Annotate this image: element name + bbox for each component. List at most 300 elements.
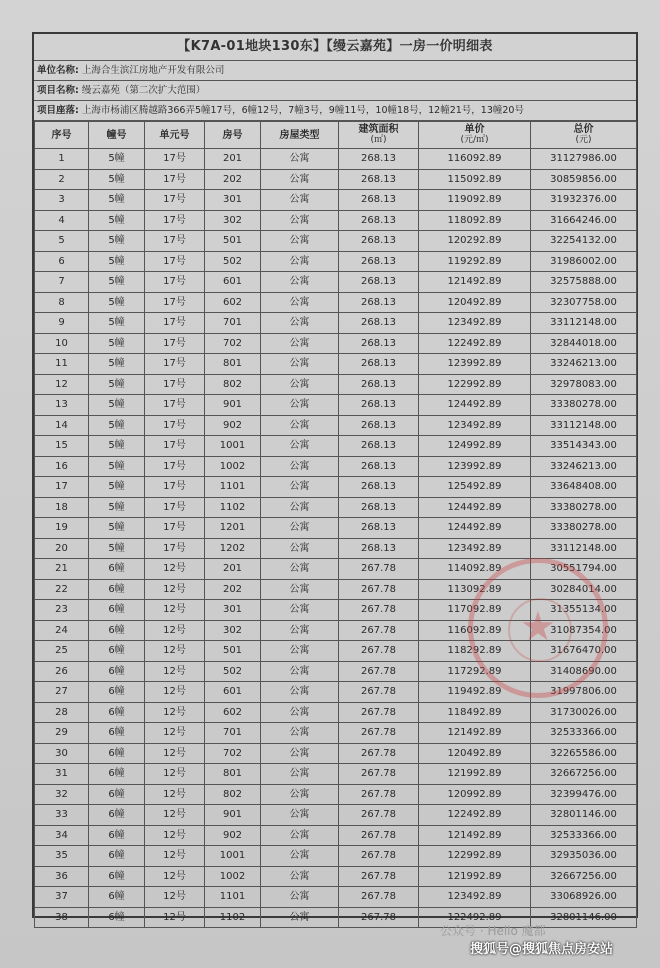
cell-unit: 17号 (145, 210, 205, 231)
cell-unit: 12号 (145, 866, 205, 887)
cell-unit: 17号 (145, 333, 205, 354)
cell-total: 31127986.00 (531, 149, 637, 170)
cell-unit: 17号 (145, 272, 205, 293)
cell-building: 6幢 (89, 907, 145, 928)
cell-seq: 25 (35, 641, 89, 662)
cell-price: 116092.89 (419, 149, 531, 170)
cell-area: 268.13 (339, 538, 419, 559)
cell-total: 32801146.00 (531, 907, 637, 928)
cell-unit: 12号 (145, 907, 205, 928)
cell-price: 113092.89 (419, 579, 531, 600)
table-row (35, 456, 637, 477)
cell-building: 5幢 (89, 292, 145, 313)
cell-building: 5幢 (89, 415, 145, 436)
cell-price: 114092.89 (419, 559, 531, 580)
cell-total: 33380278.00 (531, 497, 637, 518)
cell-unit: 12号 (145, 702, 205, 723)
cell-price: 121992.89 (419, 764, 531, 785)
cell-unit: 17号 (145, 354, 205, 375)
cell-type: 公寓 (261, 395, 339, 416)
cell-room: 902 (205, 825, 261, 846)
cell-building: 6幢 (89, 641, 145, 662)
cell-unit: 12号 (145, 559, 205, 580)
header-price-label: 单价 (464, 124, 485, 135)
cell-area: 268.13 (339, 333, 419, 354)
table-row (35, 149, 637, 170)
cell-room: 601 (205, 272, 261, 293)
cell-seq: 10 (35, 333, 89, 354)
cell-seq: 24 (35, 620, 89, 641)
cell-seq: 30 (35, 743, 89, 764)
cell-area: 268.13 (339, 374, 419, 395)
cell-building: 6幢 (89, 559, 145, 580)
cell-price: 123992.89 (419, 354, 531, 375)
header-area-unit: (㎡) (370, 135, 387, 145)
cell-type: 公寓 (261, 887, 339, 908)
cell-area: 268.13 (339, 436, 419, 457)
cell-area: 267.78 (339, 682, 419, 703)
info-label: 项目名称: (37, 85, 79, 96)
cell-building: 5幢 (89, 169, 145, 190)
cell-room: 902 (205, 415, 261, 436)
cell-unit: 12号 (145, 825, 205, 846)
cell-price: 123492.89 (419, 415, 531, 436)
cell-price: 122992.89 (419, 846, 531, 867)
cell-total: 31997806.00 (531, 682, 637, 703)
cell-room: 602 (205, 702, 261, 723)
cell-building: 5幢 (89, 354, 145, 375)
cell-room: 1002 (205, 866, 261, 887)
cell-unit: 17号 (145, 190, 205, 211)
cell-seq: 31 (35, 764, 89, 785)
cell-total: 31932376.00 (531, 190, 637, 211)
cell-seq: 34 (35, 825, 89, 846)
table-row (35, 251, 637, 272)
cell-building: 6幢 (89, 600, 145, 621)
table-row (35, 210, 637, 231)
cell-type: 公寓 (261, 231, 339, 252)
cell-price: 117092.89 (419, 600, 531, 621)
account-watermark: 公众号 · Hello 魔都 (440, 924, 546, 938)
table-row (35, 743, 637, 764)
cell-total: 32844018.00 (531, 333, 637, 354)
header-total-unit: (元) (575, 135, 592, 145)
cell-price: 123492.89 (419, 887, 531, 908)
cell-total: 30551794.00 (531, 559, 637, 580)
cell-area: 268.13 (339, 518, 419, 539)
cell-type: 公寓 (261, 415, 339, 436)
cell-price: 122492.89 (419, 805, 531, 826)
cell-price: 122492.89 (419, 333, 531, 354)
cell-area: 267.78 (339, 702, 419, 723)
cell-total: 33380278.00 (531, 395, 637, 416)
info-label: 项目座落: (37, 105, 79, 116)
table-row (35, 846, 637, 867)
cell-building: 6幢 (89, 866, 145, 887)
cell-seq: 6 (35, 251, 89, 272)
cell-total: 31355134.00 (531, 600, 637, 621)
cell-price: 121492.89 (419, 272, 531, 293)
cell-room: 502 (205, 661, 261, 682)
cell-type: 公寓 (261, 641, 339, 662)
cell-total: 33068926.00 (531, 887, 637, 908)
cell-type: 公寓 (261, 313, 339, 334)
cell-unit: 12号 (145, 723, 205, 744)
table-body (35, 149, 637, 928)
cell-unit: 17号 (145, 149, 205, 170)
cell-type: 公寓 (261, 600, 339, 621)
cell-unit: 12号 (145, 641, 205, 662)
cell-room: 201 (205, 559, 261, 580)
cell-building: 5幢 (89, 497, 145, 518)
cell-price: 123492.89 (419, 313, 531, 334)
cell-unit: 12号 (145, 600, 205, 621)
cell-building: 5幢 (89, 395, 145, 416)
cell-type: 公寓 (261, 210, 339, 231)
cell-type: 公寓 (261, 272, 339, 293)
cell-seq: 21 (35, 559, 89, 580)
cell-room: 501 (205, 641, 261, 662)
table-row (35, 415, 637, 436)
cell-area: 268.13 (339, 456, 419, 477)
info-value: 上海合生滨江房地产开发有限公司 (81, 65, 225, 76)
table-row (35, 784, 637, 805)
table-row (35, 907, 637, 928)
cell-area: 267.78 (339, 907, 419, 928)
cell-unit: 17号 (145, 497, 205, 518)
table-row (35, 866, 637, 887)
table-row (35, 702, 637, 723)
cell-price: 120492.89 (419, 292, 531, 313)
cell-type: 公寓 (261, 354, 339, 375)
cell-seq: 17 (35, 477, 89, 498)
cell-type: 公寓 (261, 907, 339, 928)
cell-price: 118292.89 (419, 641, 531, 662)
cell-room: 1201 (205, 518, 261, 539)
cell-total: 31408690.00 (531, 661, 637, 682)
info-value: 缦云嘉苑（第二次扩大范围） (81, 85, 206, 96)
cell-room: 301 (205, 190, 261, 211)
cell-area: 267.78 (339, 661, 419, 682)
cell-seq: 23 (35, 600, 89, 621)
cell-seq: 38 (35, 907, 89, 928)
header-price-unit: (元/㎡) (460, 135, 489, 145)
cell-seq: 36 (35, 866, 89, 887)
cell-seq: 9 (35, 313, 89, 334)
cell-room: 1101 (205, 887, 261, 908)
cell-type: 公寓 (261, 723, 339, 744)
cell-building: 6幢 (89, 579, 145, 600)
table-row (35, 579, 637, 600)
cell-price: 120992.89 (419, 784, 531, 805)
header-price (419, 122, 531, 149)
table-row (35, 723, 637, 744)
cell-price: 124992.89 (419, 436, 531, 457)
cell-type: 公寓 (261, 436, 339, 457)
table-row (35, 190, 637, 211)
cell-seq: 29 (35, 723, 89, 744)
cell-type: 公寓 (261, 743, 339, 764)
header-total-label: 总价 (573, 124, 594, 135)
cell-seq: 8 (35, 292, 89, 313)
cell-room: 901 (205, 395, 261, 416)
cell-building: 5幢 (89, 251, 145, 272)
cell-unit: 17号 (145, 395, 205, 416)
cell-unit: 12号 (145, 682, 205, 703)
cell-total: 32533366.00 (531, 825, 637, 846)
info-value: 上海市杨浦区腾越路366弄5幢17号，6幢12号，7幢3号，9幢11号，10幢18号，12幢21号，13幢20号 (81, 105, 524, 116)
cell-price: 123992.89 (419, 456, 531, 477)
cell-unit: 17号 (145, 169, 205, 190)
table-row (35, 374, 637, 395)
header-type: 房屋类型 (261, 122, 339, 149)
cell-price: 118492.89 (419, 702, 531, 723)
cell-price: 122492.89 (419, 907, 531, 928)
table-row (35, 313, 637, 334)
table-row (35, 682, 637, 703)
cell-area: 267.78 (339, 866, 419, 887)
cell-area: 267.78 (339, 723, 419, 744)
cell-room: 502 (205, 251, 261, 272)
seal-star-icon: ★ (520, 604, 556, 650)
cell-price: 123492.89 (419, 538, 531, 559)
cell-seq: 37 (35, 887, 89, 908)
cell-area: 268.13 (339, 169, 419, 190)
cell-type: 公寓 (261, 251, 339, 272)
table-row (35, 169, 637, 190)
cell-area: 268.13 (339, 354, 419, 375)
cell-unit: 17号 (145, 538, 205, 559)
cell-room: 1102 (205, 497, 261, 518)
table-row (35, 354, 637, 375)
table-row (35, 231, 637, 252)
cell-area: 267.78 (339, 743, 419, 764)
cell-room: 1001 (205, 436, 261, 457)
cell-area: 268.13 (339, 415, 419, 436)
cell-building: 5幢 (89, 272, 145, 293)
cell-price: 124492.89 (419, 518, 531, 539)
cell-type: 公寓 (261, 190, 339, 211)
cell-total: 32667256.00 (531, 764, 637, 785)
cell-price: 118092.89 (419, 210, 531, 231)
cell-seq: 5 (35, 231, 89, 252)
cell-price: 119292.89 (419, 251, 531, 272)
cell-total: 32254132.00 (531, 231, 637, 252)
cell-price: 116092.89 (419, 620, 531, 641)
cell-seq: 13 (35, 395, 89, 416)
cell-room: 302 (205, 210, 261, 231)
cell-type: 公寓 (261, 292, 339, 313)
cell-price: 120492.89 (419, 743, 531, 764)
info-row-project (34, 81, 636, 101)
cell-area: 268.13 (339, 395, 419, 416)
cell-type: 公寓 (261, 497, 339, 518)
cell-building: 6幢 (89, 620, 145, 641)
cell-unit: 17号 (145, 292, 205, 313)
cell-building: 6幢 (89, 825, 145, 846)
cell-area: 267.78 (339, 887, 419, 908)
table-row (35, 333, 637, 354)
cell-total: 30859856.00 (531, 169, 637, 190)
cell-building: 6幢 (89, 723, 145, 744)
cell-unit: 17号 (145, 313, 205, 334)
cell-area: 268.13 (339, 149, 419, 170)
cell-total: 32935036.00 (531, 846, 637, 867)
cell-seq: 35 (35, 846, 89, 867)
cell-type: 公寓 (261, 764, 339, 785)
cell-total: 33112148.00 (531, 313, 637, 334)
cell-area: 267.78 (339, 620, 419, 641)
cell-area: 268.13 (339, 477, 419, 498)
cell-seq: 4 (35, 210, 89, 231)
cell-unit: 12号 (145, 743, 205, 764)
cell-building: 6幢 (89, 743, 145, 764)
cell-unit: 12号 (145, 805, 205, 826)
cell-type: 公寓 (261, 456, 339, 477)
cell-type: 公寓 (261, 333, 339, 354)
cell-price: 121492.89 (419, 723, 531, 744)
cell-type: 公寓 (261, 784, 339, 805)
cell-type: 公寓 (261, 518, 339, 539)
cell-seq: 14 (35, 415, 89, 436)
cell-area: 268.13 (339, 190, 419, 211)
cell-area: 268.13 (339, 231, 419, 252)
cell-price: 119092.89 (419, 190, 531, 211)
cell-building: 5幢 (89, 210, 145, 231)
cell-total: 32533366.00 (531, 723, 637, 744)
cell-seq: 32 (35, 784, 89, 805)
cell-total: 33514343.00 (531, 436, 637, 457)
cell-seq: 1 (35, 149, 89, 170)
cell-type: 公寓 (261, 620, 339, 641)
cell-total: 32667256.00 (531, 866, 637, 887)
cell-building: 6幢 (89, 887, 145, 908)
cell-price: 120292.89 (419, 231, 531, 252)
cell-unit: 17号 (145, 231, 205, 252)
table-row (35, 497, 637, 518)
cell-price: 125492.89 (419, 477, 531, 498)
cell-total: 32265586.00 (531, 743, 637, 764)
header-total (531, 122, 637, 149)
cell-room: 202 (205, 169, 261, 190)
cell-type: 公寓 (261, 538, 339, 559)
cell-total: 32978083.00 (531, 374, 637, 395)
cell-total: 31087354.00 (531, 620, 637, 641)
cell-room: 801 (205, 764, 261, 785)
cell-building: 5幢 (89, 538, 145, 559)
cell-area: 268.13 (339, 272, 419, 293)
cell-unit: 12号 (145, 764, 205, 785)
info-label: 单位名称: (37, 65, 79, 76)
cell-building: 5幢 (89, 456, 145, 477)
cell-total: 33246213.00 (531, 456, 637, 477)
cell-type: 公寓 (261, 866, 339, 887)
cell-area: 268.13 (339, 497, 419, 518)
cell-room: 901 (205, 805, 261, 826)
cell-price: 115092.89 (419, 169, 531, 190)
cell-room: 602 (205, 292, 261, 313)
cell-unit: 12号 (145, 784, 205, 805)
cell-price: 124492.89 (419, 395, 531, 416)
cell-area: 267.78 (339, 600, 419, 621)
cell-room: 601 (205, 682, 261, 703)
cell-type: 公寓 (261, 579, 339, 600)
header-area (339, 122, 419, 149)
cell-room: 1102 (205, 907, 261, 928)
cell-type: 公寓 (261, 559, 339, 580)
cell-building: 5幢 (89, 374, 145, 395)
cell-total: 32575888.00 (531, 272, 637, 293)
cell-seq: 15 (35, 436, 89, 457)
table-row (35, 641, 637, 662)
cell-room: 801 (205, 354, 261, 375)
info-row-developer (34, 61, 636, 81)
cell-building: 5幢 (89, 149, 145, 170)
cell-type: 公寓 (261, 477, 339, 498)
table-row (35, 805, 637, 826)
cell-unit: 12号 (145, 887, 205, 908)
cell-type: 公寓 (261, 169, 339, 190)
cell-total: 31986002.00 (531, 251, 637, 272)
table-row (35, 661, 637, 682)
cell-room: 1202 (205, 538, 261, 559)
table-row (35, 436, 637, 457)
cell-unit: 17号 (145, 456, 205, 477)
cell-seq: 20 (35, 538, 89, 559)
cell-total: 31730026.00 (531, 702, 637, 723)
cell-room: 201 (205, 149, 261, 170)
cell-building: 5幢 (89, 436, 145, 457)
header-unit: 单元号 (145, 122, 205, 149)
table-row (35, 395, 637, 416)
cell-price: 121492.89 (419, 825, 531, 846)
cell-building: 5幢 (89, 518, 145, 539)
cell-room: 802 (205, 784, 261, 805)
table-header-row (35, 122, 637, 149)
cell-room: 1001 (205, 846, 261, 867)
cell-building: 6幢 (89, 805, 145, 826)
cell-total: 30284014.00 (531, 579, 637, 600)
cell-total: 31676470.00 (531, 641, 637, 662)
cell-type: 公寓 (261, 374, 339, 395)
cell-unit: 17号 (145, 436, 205, 457)
cell-building: 5幢 (89, 313, 145, 334)
cell-area: 267.78 (339, 579, 419, 600)
cell-type: 公寓 (261, 682, 339, 703)
cell-area: 268.13 (339, 313, 419, 334)
cell-area: 268.13 (339, 251, 419, 272)
cell-area: 268.13 (339, 210, 419, 231)
cell-building: 6幢 (89, 784, 145, 805)
cell-total: 32307758.00 (531, 292, 637, 313)
cell-price: 121992.89 (419, 866, 531, 887)
cell-area: 267.78 (339, 559, 419, 580)
cell-room: 501 (205, 231, 261, 252)
cell-room: 702 (205, 333, 261, 354)
cell-unit: 12号 (145, 579, 205, 600)
cell-unit: 17号 (145, 251, 205, 272)
cell-seq: 22 (35, 579, 89, 600)
cell-total: 33246213.00 (531, 354, 637, 375)
cell-seq: 7 (35, 272, 89, 293)
cell-building: 5幢 (89, 333, 145, 354)
cell-price: 122992.89 (419, 374, 531, 395)
cell-seq: 3 (35, 190, 89, 211)
cell-seq: 2 (35, 169, 89, 190)
cell-building: 6幢 (89, 846, 145, 867)
table-row (35, 292, 637, 313)
cell-type: 公寓 (261, 846, 339, 867)
